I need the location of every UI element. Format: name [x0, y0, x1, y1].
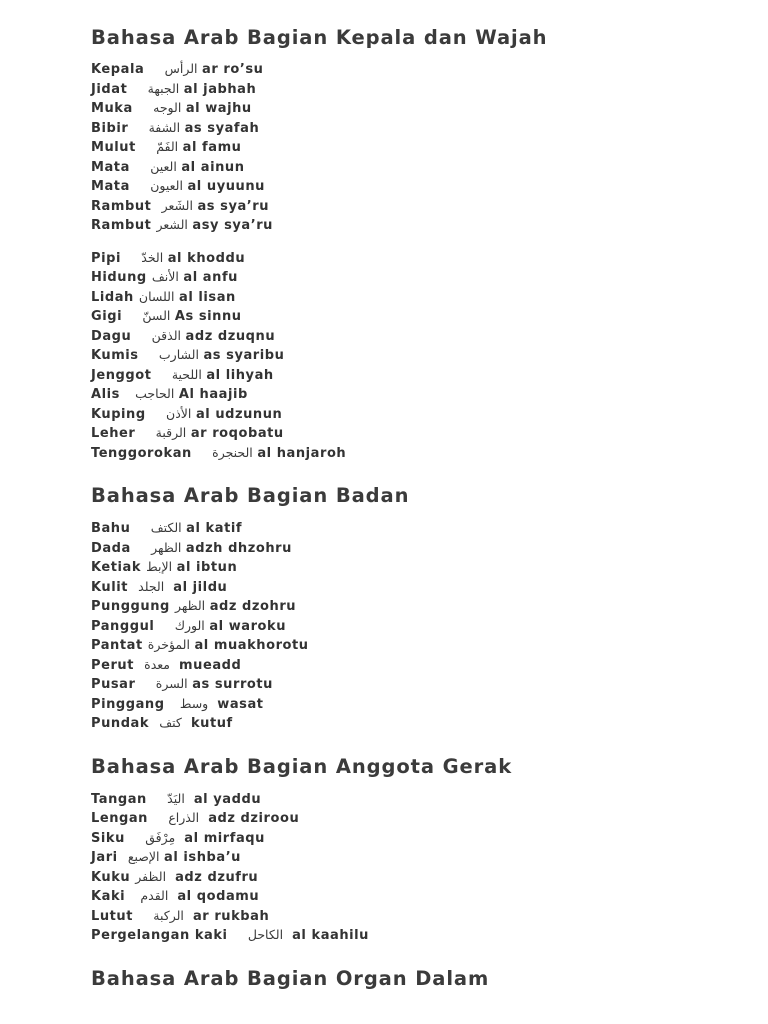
- spacer: [131, 329, 151, 344]
- spacer: [147, 792, 167, 807]
- indonesian-word: Kuku: [91, 869, 131, 885]
- section-title: Bahasa Arab Bagian Kepala dan Wajah: [91, 26, 548, 49]
- arabic-word: العين: [150, 158, 177, 174]
- spacer: [136, 140, 156, 155]
- spacer: [185, 792, 194, 807]
- vocab-entry: [91, 655, 751, 675]
- transliteration: al ishba’u: [164, 850, 241, 865]
- section-spacer: [91, 462, 751, 480]
- indonesian-word: Hidung: [91, 270, 147, 285]
- indonesian-word: Mata: [91, 159, 130, 175]
- spacer: [184, 909, 193, 924]
- vocab-entry: [91, 557, 751, 577]
- indonesian-word: Bahu: [91, 521, 131, 536]
- indonesian-word: Bibir: [91, 120, 129, 136]
- spacer: [199, 811, 208, 826]
- transliteration: adzh dhzohru: [185, 540, 292, 556]
- arabic-word: معدة: [144, 656, 170, 672]
- indonesian-word: Dada: [91, 540, 131, 556]
- indonesian-word: Perut: [91, 657, 134, 673]
- vocab-entry: [91, 886, 751, 906]
- arabic-word: الإبط: [146, 559, 173, 574]
- spacer: [165, 697, 180, 712]
- transliteration: as syaribu: [203, 348, 285, 363]
- arabic-word: الرقبة: [155, 425, 187, 440]
- indonesian-word: Kaki: [91, 889, 126, 904]
- transliteration: al famu: [182, 140, 242, 155]
- arabic-word: الفَمّ: [156, 139, 179, 154]
- indonesian-word: Pusar: [91, 677, 136, 692]
- vocab-entry: [91, 118, 751, 138]
- spacer: [122, 309, 142, 324]
- vocab-entry: [91, 789, 751, 809]
- vocab-list: [91, 518, 751, 733]
- vocab-entry: [91, 267, 751, 287]
- vocab-list: [91, 59, 751, 235]
- indonesian-word: Rambut: [91, 218, 152, 233]
- transliteration: al jildu: [173, 579, 228, 595]
- indonesian-word: Jari: [91, 850, 118, 865]
- vocab-entry: [91, 287, 751, 307]
- arabic-word: الشارب: [158, 347, 199, 362]
- transliteration: kutuf: [190, 716, 233, 731]
- vocab-entry: [91, 423, 751, 443]
- indonesian-word: Siku: [91, 830, 125, 846]
- transliteration: as syafah: [184, 120, 260, 136]
- indonesian-word: Rambut: [91, 198, 152, 214]
- section: [91, 22, 751, 462]
- transliteration: al lisan: [179, 289, 236, 305]
- transliteration: al khoddu: [167, 250, 246, 266]
- vocab-list: [91, 789, 751, 945]
- arabic-word: الظهر: [151, 539, 182, 555]
- indonesian-word: Punggung: [91, 599, 170, 614]
- indonesian-word: Dagu: [91, 328, 132, 344]
- section: [91, 462, 751, 733]
- transliteration: al kaahilu: [292, 928, 369, 943]
- transliteration: al lihyah: [206, 367, 274, 383]
- transliteration: al katif: [186, 521, 243, 536]
- vocab-entry: [91, 808, 751, 828]
- spacer: [166, 870, 175, 885]
- vocab-entry: [91, 248, 751, 268]
- indonesian-word: Lutut: [91, 908, 133, 924]
- arabic-word: الشَعر: [161, 197, 193, 213]
- vocab-entry: [91, 98, 751, 118]
- spacer: [127, 82, 147, 97]
- transliteration: al waroku: [209, 618, 287, 634]
- transliteration: al ainun: [181, 159, 245, 175]
- spacer: [149, 716, 159, 731]
- vocab-entry: [91, 59, 751, 79]
- arabic-word: العيون: [150, 178, 183, 193]
- section-title: Bahasa Arab Bagian Anggota Gerak: [91, 754, 513, 778]
- transliteration: adz dzufru: [175, 869, 259, 885]
- spacer: [144, 62, 164, 77]
- arabic-word: الجلد: [138, 578, 165, 594]
- document-page: [91, 22, 751, 995]
- spacer: [168, 889, 177, 904]
- group-spacer: [91, 235, 751, 248]
- indonesian-word: Mulut: [91, 140, 136, 155]
- arabic-word: الأذن: [166, 405, 192, 421]
- spacer: [139, 348, 159, 363]
- spacer: [192, 446, 212, 461]
- vocab-entry: [91, 345, 751, 365]
- spacer: [133, 101, 153, 116]
- vocab-entry: [91, 196, 751, 216]
- vocab-entry: [91, 215, 751, 235]
- vocab-entry: [91, 925, 751, 945]
- vocab-entry: [91, 674, 751, 694]
- transliteration: adz dzuqnu: [185, 328, 276, 344]
- spacer: [121, 251, 141, 266]
- arabic-word: الظهر: [174, 598, 206, 613]
- spacer: [130, 160, 150, 175]
- section-spacer: [91, 945, 751, 963]
- indonesian-word: Gigi: [91, 309, 123, 324]
- spacer: [208, 697, 217, 712]
- arabic-word: وسط: [179, 695, 209, 711]
- spacer: [146, 407, 166, 422]
- transliteration: al uyuunu: [187, 179, 265, 194]
- vocab-entry: [91, 577, 751, 597]
- arabic-word: الإصبع: [127, 849, 160, 864]
- vocab-entry: [91, 906, 751, 926]
- arabic-word: الشعر: [156, 217, 188, 232]
- section: [91, 945, 751, 995]
- vocab-entry: [91, 326, 751, 346]
- spacer: [120, 387, 135, 402]
- transliteration: al anfu: [183, 270, 238, 285]
- indonesian-word: Mata: [91, 179, 130, 194]
- spacer: [133, 909, 153, 924]
- arabic-word: الشفة: [148, 119, 181, 135]
- spacer: [164, 580, 173, 595]
- vocab-entry: [91, 306, 751, 326]
- arabic-word: مِرْفَق: [145, 829, 176, 845]
- transliteration: al yaddu: [193, 791, 262, 807]
- vocab-entry: [91, 176, 751, 196]
- vocab-entry: [91, 79, 751, 99]
- indonesian-word: Pinggang: [91, 696, 165, 712]
- spacer: [151, 199, 161, 214]
- spacer: [128, 580, 138, 595]
- indonesian-word: Tangan: [91, 791, 147, 807]
- transliteration: al udzunun: [195, 406, 283, 422]
- spacer: [130, 521, 150, 536]
- indonesian-word: Kepala: [91, 62, 145, 77]
- arabic-word: الخدّ: [141, 249, 164, 265]
- arabic-word: الجبهة: [147, 80, 180, 96]
- transliteration: as surrotu: [192, 677, 273, 692]
- arabic-word: اللحية: [171, 366, 202, 382]
- indonesian-word: Leher: [91, 426, 136, 441]
- arabic-word: السرة: [155, 676, 188, 691]
- section: [91, 733, 751, 945]
- arabic-word: الوجه: [153, 100, 182, 115]
- arabic-word: الأنف: [151, 269, 179, 284]
- spacer: [154, 619, 174, 634]
- arabic-word: اللسان: [138, 288, 175, 304]
- transliteration: al mirfaqu: [184, 830, 265, 846]
- arabic-word: الحنجرة: [212, 444, 253, 460]
- indonesian-word: Jenggot: [91, 367, 152, 383]
- indonesian-word: Kumis: [91, 348, 139, 363]
- transliteration: ar ro’su: [202, 62, 264, 77]
- arabic-word: المؤخرة: [147, 637, 190, 652]
- arabic-word: الذقن: [151, 327, 181, 343]
- spacer: [118, 850, 128, 865]
- transliteration: al qodamu: [177, 889, 260, 904]
- transliteration: al ibtun: [176, 560, 238, 575]
- spacer: [148, 811, 168, 826]
- transliteration: adz dziroou: [208, 811, 300, 826]
- spacer: [152, 368, 172, 383]
- transliteration: ar roqobatu: [190, 426, 284, 441]
- indonesian-word: Ketiak: [91, 560, 142, 575]
- spacer: [135, 677, 155, 692]
- vocab-entry: [91, 137, 751, 157]
- indonesian-word: Muka: [91, 101, 133, 116]
- vocab-entry: [91, 157, 751, 177]
- arabic-word: اليَدّ: [167, 790, 185, 806]
- arabic-word: الكتف: [150, 520, 182, 535]
- spacer: [131, 541, 151, 556]
- vocab-entry: [91, 443, 751, 463]
- arabic-word: الظفر: [135, 868, 167, 884]
- indonesian-word: Jidat: [91, 81, 128, 97]
- arabic-word: القدم: [140, 888, 169, 903]
- vocab-entry: [91, 365, 751, 385]
- spacer: [134, 658, 144, 673]
- spacer: [130, 179, 150, 194]
- vocab-entry: [91, 635, 751, 655]
- vocab-entry: [91, 404, 751, 424]
- indonesian-word: Pundak: [91, 716, 150, 731]
- vocab-entry: [91, 828, 751, 848]
- section-title: Bahasa Arab Bagian Badan: [91, 484, 410, 507]
- indonesian-word: Lengan: [91, 811, 148, 826]
- transliteration: al wajhu: [185, 101, 252, 116]
- transliteration: as sya’ru: [197, 198, 270, 214]
- transliteration: As sinnu: [174, 309, 242, 324]
- arabic-word: السنّ: [142, 308, 171, 323]
- vocab-entry: [91, 616, 751, 636]
- indonesian-word: Kulit: [91, 579, 128, 595]
- vocab-entry: [91, 867, 751, 887]
- indonesian-word: Tenggorokan: [91, 445, 192, 461]
- vocab-entry: [91, 518, 751, 538]
- arabic-word: كتف: [159, 715, 182, 730]
- spacer: [182, 716, 191, 731]
- vocab-entry: [91, 538, 751, 558]
- spacer: [125, 831, 145, 846]
- indonesian-word: Pergelangan kaki: [91, 928, 228, 943]
- section-title: Bahasa Arab Bagian Organ Dalam: [91, 966, 490, 990]
- transliteration: mueadd: [179, 657, 242, 673]
- indonesian-word: Alis: [91, 387, 120, 402]
- indonesian-word: Lidah: [91, 289, 134, 305]
- spacer: [283, 928, 292, 943]
- vocab-entry: [91, 713, 751, 733]
- transliteration: ar rukbah: [192, 908, 270, 924]
- arabic-word: الورك: [174, 617, 205, 633]
- indonesian-word: Kuping: [91, 406, 146, 422]
- vocab-entry: [91, 694, 751, 714]
- transliteration: asy sya’ru: [192, 218, 273, 233]
- indonesian-word: Pantat: [91, 638, 143, 653]
- arabic-word: الرأس: [164, 61, 198, 76]
- spacer: [170, 658, 179, 673]
- arabic-word: الحاجب: [135, 386, 175, 401]
- vocab-list: [91, 248, 751, 463]
- indonesian-word: Panggul: [91, 618, 155, 634]
- vocab-entry: [91, 847, 751, 867]
- transliteration: Al haajib: [178, 387, 248, 402]
- transliteration: al muakhorotu: [194, 638, 309, 653]
- spacer: [228, 928, 248, 943]
- transliteration: wasat: [217, 696, 264, 712]
- spacer: [135, 426, 155, 441]
- vocab-entry: [91, 384, 751, 404]
- spacer: [125, 889, 140, 904]
- vocab-entry: [91, 596, 751, 616]
- transliteration: al jabhah: [183, 81, 257, 97]
- arabic-word: الكاحل: [247, 927, 284, 942]
- arabic-word: الركبة: [153, 907, 184, 923]
- spacer: [175, 831, 184, 846]
- transliteration: adz dzohru: [209, 599, 297, 614]
- indonesian-word: Pipi: [91, 250, 121, 266]
- arabic-word: الذراع: [168, 810, 200, 825]
- section-spacer: [91, 733, 751, 751]
- transliteration: al hanjaroh: [257, 445, 347, 461]
- spacer: [128, 121, 148, 136]
